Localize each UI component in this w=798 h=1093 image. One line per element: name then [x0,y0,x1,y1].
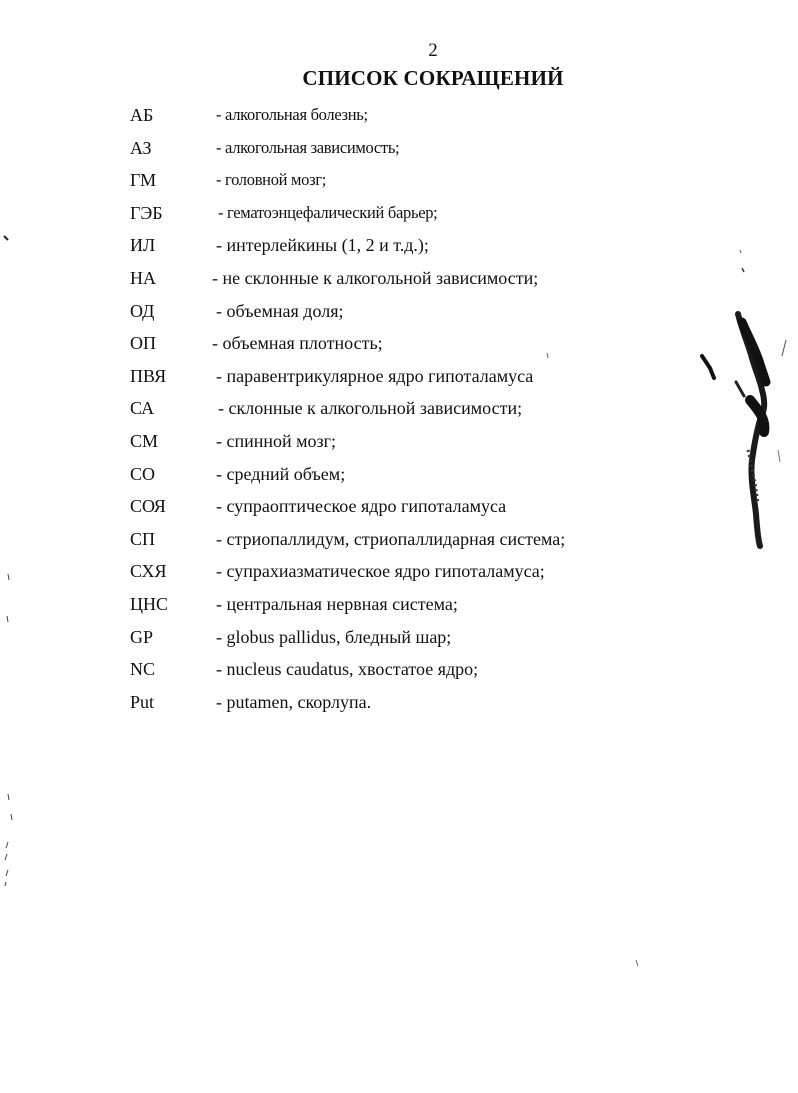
ink-smudge-artifact [690,300,798,560]
list-item [130,166,690,199]
abbreviation-definition: - гематоэнцефалический барьер; [218,202,438,222]
abbreviation-definition: - интерлейкины (1, 2 и т.д.); [216,235,429,256]
abbreviation-term: НА [130,267,156,288]
list-item [130,557,690,590]
abbreviation-definition: - стриопаллидум, стриопаллидарная система; [216,528,566,549]
speck-artifact [0,230,20,890]
list-item [130,199,690,232]
list-item [130,460,690,493]
abbreviation-term: GP [130,626,154,647]
abbreviation-term: ИЛ [130,235,156,256]
list-item [130,492,690,525]
abbreviation-definition: - putamen, скорлупа. [216,691,372,712]
abbreviation-definition: - объемная плотность; [212,333,383,354]
list-item [130,655,690,688]
list-item [130,297,690,330]
abbreviation-term: АБ [130,105,154,125]
abbreviation-term: ГЭБ [130,202,163,223]
page-title: СПИСОК СОКРАЩЕНИЙ [302,66,564,90]
abbreviation-term: Put [130,691,155,712]
list-item [130,329,690,362]
abbreviation-list [130,101,690,720]
abbreviation-definition: - средний объем; [216,463,346,484]
abbreviation-term: ОД [130,300,155,321]
abbreviation-term: ЦНС [130,593,169,614]
abbreviation-definition: - nucleus caudatus, хвостатое ядро; [216,659,479,680]
abbreviation-definition: - спинной мозг; [216,430,337,451]
list-item [130,134,690,167]
abbreviation-term: СМ [130,430,159,451]
list-item [130,525,690,558]
abbreviation-definition: - супраоптическое ядро гипоталамуса [216,496,507,517]
abbreviation-term: NC [130,659,156,680]
speck-artifact [544,352,552,362]
speck-artifact [736,248,748,278]
abbreviation-term: СОЯ [130,496,166,517]
speck-artifact [632,958,642,970]
abbreviation-definition: - центральная нервная система; [216,593,458,614]
list-item [130,590,690,623]
abbreviation-definition: - паравентрикулярное ядро гипоталамуса [216,365,534,386]
list-item [130,101,690,134]
abbreviation-term: СХЯ [130,561,167,582]
abbreviation-term: СП [130,528,156,549]
abbreviation-definition: - склонные к алкогольной зависимости; [218,398,523,419]
abbreviation-definition: - головной мозг; [216,170,327,190]
abbreviation-definition: - алкогольная зависимость; [216,137,400,157]
abbreviation-term: ГМ [130,170,157,191]
abbreviation-term: ПВЯ [130,365,167,386]
abbreviation-term: ОП [130,333,156,354]
abbreviation-definition: - алкогольная болезнь; [216,105,368,124]
abbreviation-term: СО [130,463,156,484]
abbreviation-term: АЗ [130,137,152,158]
list-item [130,688,690,721]
abbreviation-definition: - супрахиазматическое ядро гипоталамуса; [216,561,545,582]
list-item [130,427,690,460]
list-item [130,394,690,427]
abbreviation-definition: - объемная доля; [216,300,344,321]
list-item [130,264,690,297]
abbreviation-definition: - globus pallidus, бледный шар; [216,626,452,647]
list-item [130,623,690,656]
abbreviation-term: СА [130,398,155,419]
list-item [130,362,690,395]
page-number: 2 [428,40,438,61]
list-item [130,231,690,264]
abbreviation-definition: - не склонные к алкогольной зависимости; [212,267,539,288]
